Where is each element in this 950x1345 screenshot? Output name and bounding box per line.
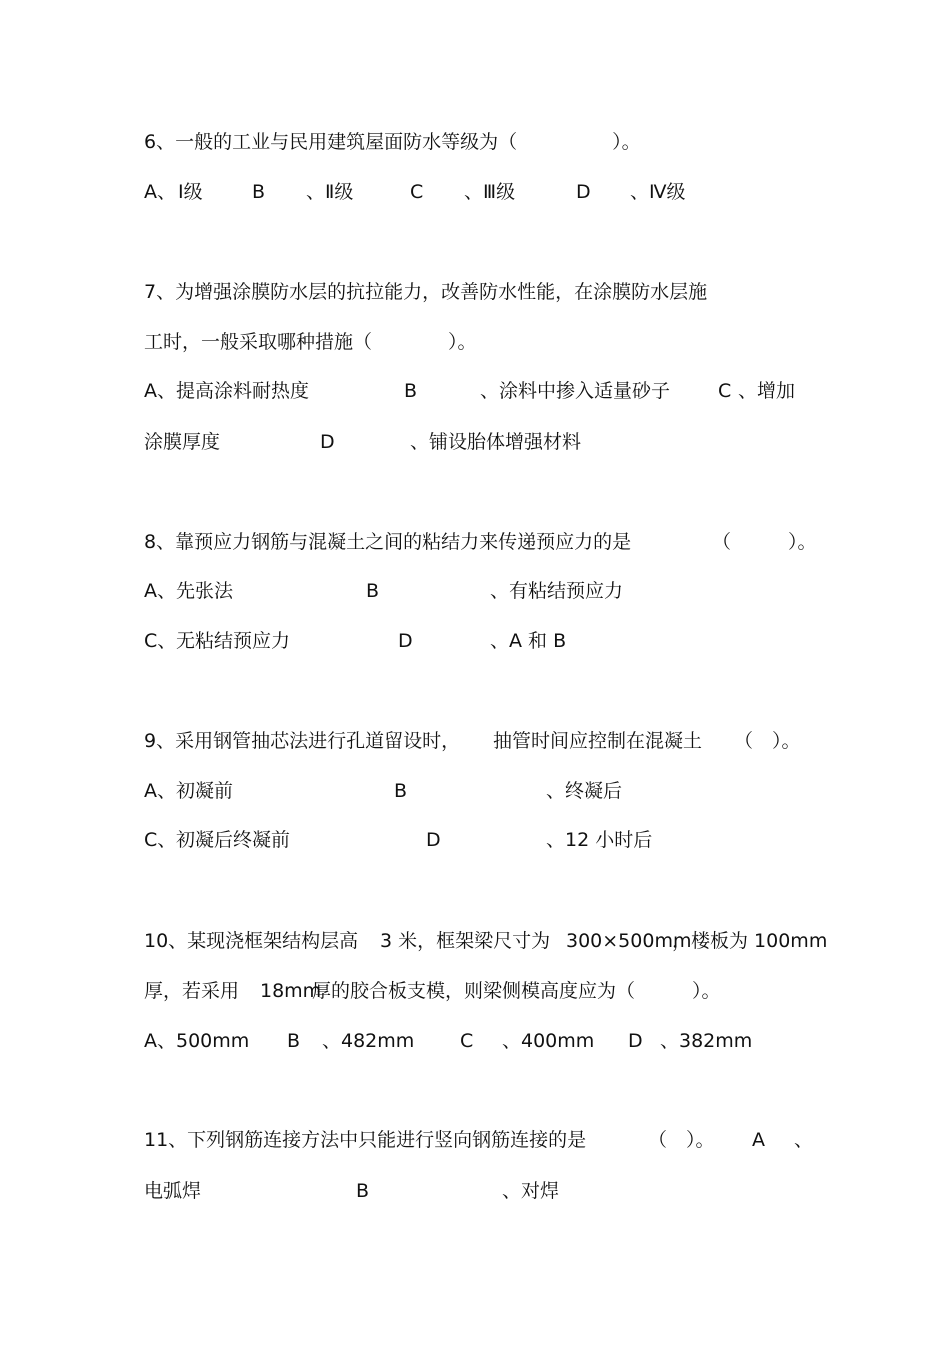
- question-7-stem-line-1: 7、为增强涂膜防水层的抗拉能力，改善防水性能，在涂膜防水层施: [144, 281, 708, 303]
- question-11-option-a-letter: A: [752, 1129, 765, 1151]
- question-11-option-a-text: 电弧焊: [144, 1180, 202, 1202]
- question-9-option-b-text: 、终凝后: [546, 780, 623, 802]
- question-9-stem: 9、采用钢管抽芯法进行孔道留设时，: [144, 730, 461, 752]
- question-9-stem-cont: 抽管时间应控制在混凝土: [493, 730, 703, 752]
- question-10-option-d-letter: D: [628, 1030, 643, 1052]
- question-10-stem-part-5: 厚，若采用: [144, 980, 240, 1002]
- question-7-option-c-text-cont: 涂膜厚度: [144, 431, 221, 453]
- question-6-option-d-letter: D: [576, 181, 591, 203]
- question-7-option-a-text: 提高涂料耐热度: [176, 380, 310, 402]
- question-6-stem: 6、一般的工业与民用建筑屋面防水等级为（ ）。: [144, 131, 641, 153]
- question-6-option-a-text: Ⅰ级: [178, 181, 203, 203]
- question-9-option-c-text: 初凝后终凝前: [176, 829, 291, 851]
- question-6-option-b-letter: B: [252, 181, 266, 203]
- question-10-option-b-text: 、482mm: [322, 1030, 415, 1052]
- question-10-option-b-letter: B: [287, 1030, 301, 1052]
- question-8-stem-blank: （ ）。: [712, 531, 817, 553]
- question-6-option-c-text: 、Ⅲ级: [464, 181, 516, 203]
- question-6-option-b-text: 、Ⅱ级: [306, 181, 354, 203]
- question-11-stem: 11、下列钢筋连接方法中只能进行竖向钢筋连接的是: [144, 1129, 587, 1151]
- question-7-option-d-letter: D: [320, 431, 335, 453]
- question-10-stem-part-7: 厚的胶合板支模，则梁侧模高度应为（ ）。: [312, 980, 721, 1002]
- question-10-stem-part-3: 300×500mm: [566, 930, 692, 952]
- question-9-option-a-letter: A、: [144, 780, 176, 802]
- question-10-stem-part-6: 18mm: [260, 980, 322, 1002]
- question-6-option-c-letter: C: [410, 181, 424, 203]
- question-10-option-c-text: 、400mm: [502, 1030, 595, 1052]
- question-8-option-a-text: 先张法: [176, 580, 234, 602]
- question-8-stem: 8、靠预应力钢筋与混凝土之间的粘结力来传递预应力的是: [144, 531, 632, 553]
- question-9-stem-blank: （ ）。: [734, 730, 801, 752]
- question-8-option-c-text: 无粘结预应力: [176, 630, 291, 652]
- question-11-option-b-text: 、对焊: [502, 1180, 560, 1202]
- question-10-option-c-letter: C: [460, 1030, 474, 1052]
- question-7-option-c-letter: C: [718, 380, 732, 402]
- question-8-option-c-letter: C、: [144, 630, 177, 652]
- question-8-option-a-letter: A、: [144, 580, 176, 602]
- question-11-option-a-sep: 、: [794, 1129, 814, 1151]
- question-10-stem-part-2: 3 米，框架梁尺寸为: [380, 930, 551, 952]
- question-9-option-d-letter: D: [426, 829, 441, 851]
- question-8-option-b-letter: B: [366, 580, 380, 602]
- question-8-option-d-text: 、A 和 B: [490, 630, 567, 652]
- question-7-option-d-text: 、铺设胎体增强材料: [410, 431, 582, 453]
- question-7-stem-line-2: 工时，一般采取哪种措施（ ）。: [144, 331, 477, 353]
- question-8-option-d-letter: D: [398, 630, 413, 652]
- question-10-stem-part-4: ，楼板为 100mm: [672, 930, 828, 952]
- question-9-option-d-text: 、12 小时后: [546, 829, 653, 851]
- question-11-option-b-letter: B: [356, 1180, 370, 1202]
- question-7-option-c-text: 、增加: [738, 380, 796, 402]
- question-7-option-b-text: 、涂料中掺入适量砂子: [480, 380, 671, 402]
- question-8-option-b-text: 、有粘结预应力: [490, 580, 624, 602]
- question-7-option-b-letter: B: [404, 380, 418, 402]
- question-10-stem-part-1: 10、某现浇框架结构层高: [144, 930, 359, 952]
- question-9-option-a-text: 初凝前: [176, 780, 234, 802]
- question-9-option-c-letter: C、: [144, 829, 177, 851]
- question-6-option-a-letter: A、: [144, 181, 176, 203]
- question-6-option-d-text: 、Ⅳ级: [630, 181, 686, 203]
- question-11-stem-blank: （ ）。: [648, 1129, 715, 1151]
- question-10-option-a-letter: A、: [144, 1030, 176, 1052]
- question-10-option-d-text: 、382mm: [660, 1030, 753, 1052]
- question-10-option-a-text: 500mm: [176, 1030, 250, 1052]
- question-7-option-a-letter: A、: [144, 380, 176, 402]
- question-9-option-b-letter: B: [394, 780, 408, 802]
